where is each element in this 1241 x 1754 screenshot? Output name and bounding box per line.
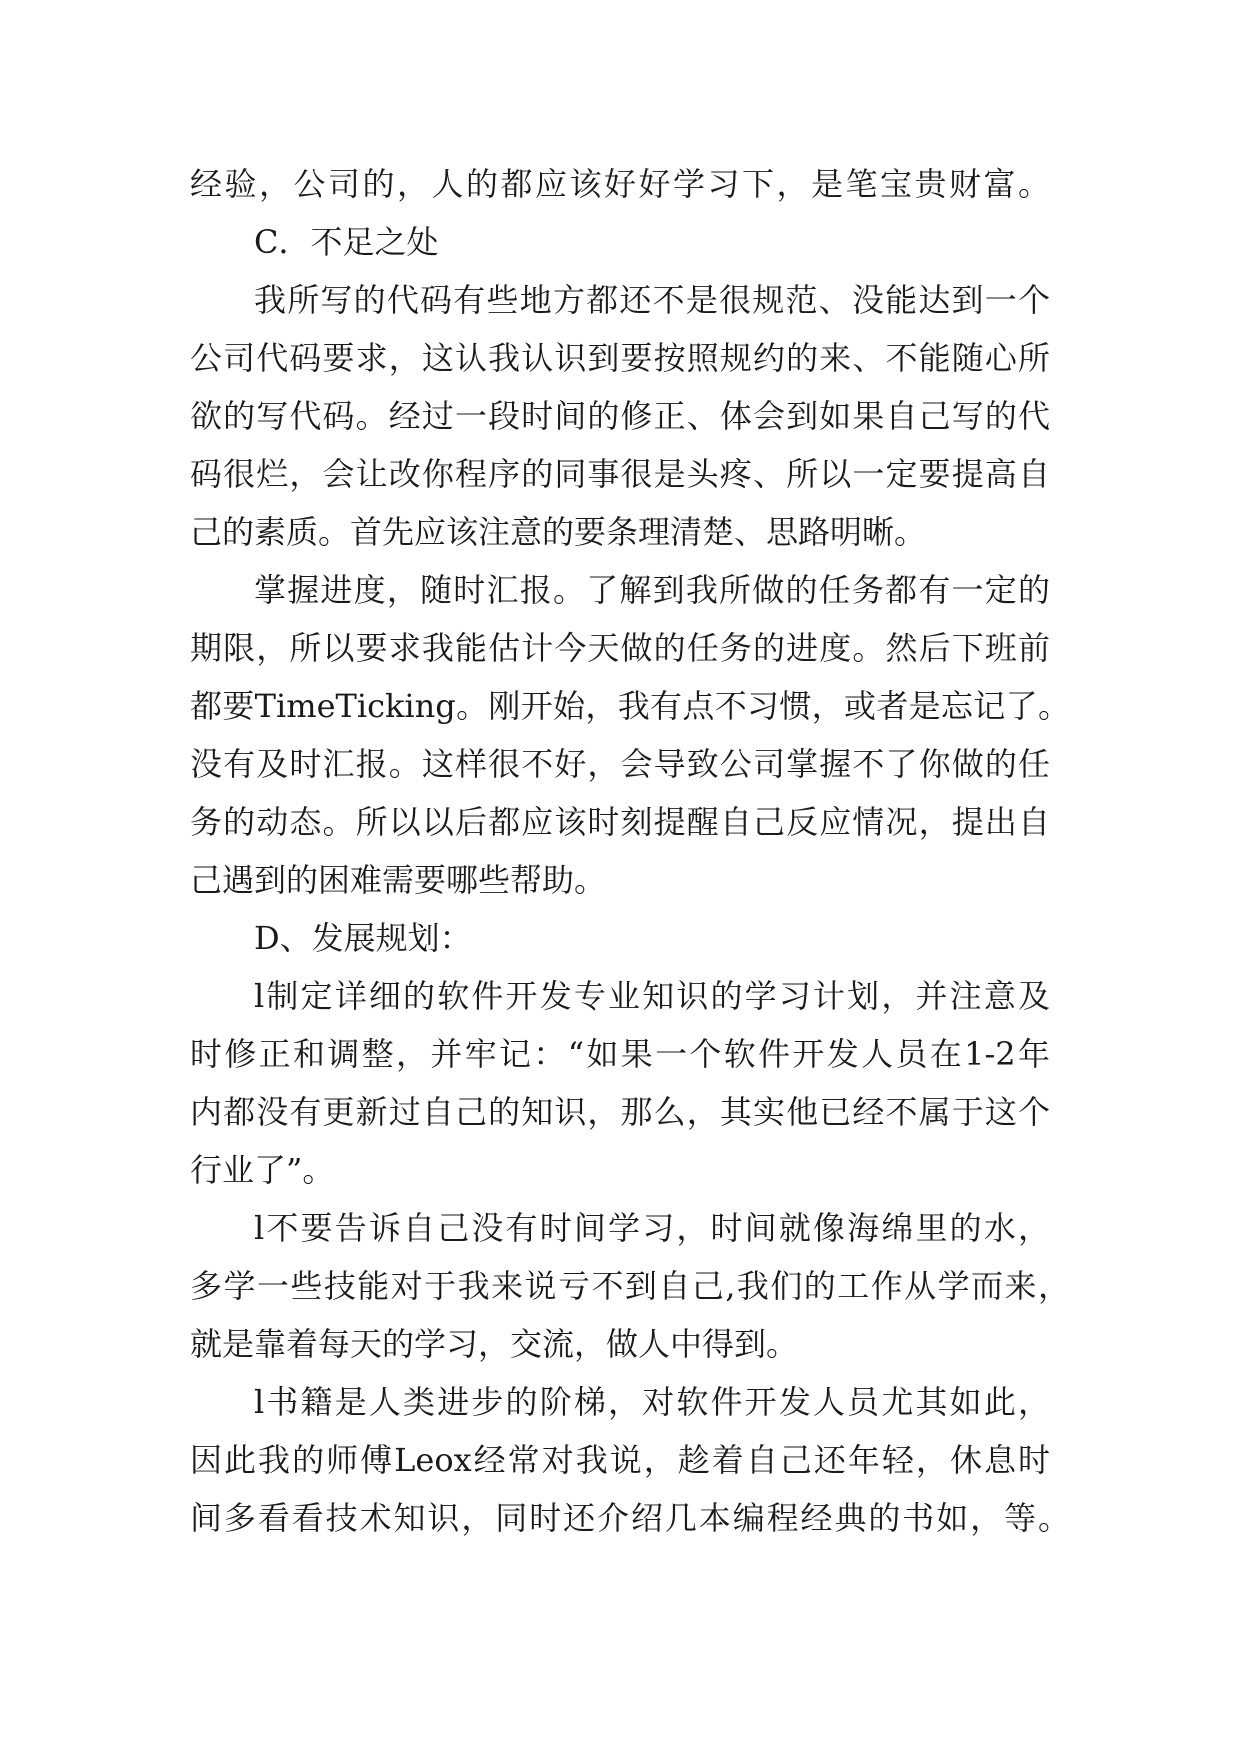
text-line: 欲的写代码。经过一段时间的修正、体会到如果自己写的代: [190, 397, 1050, 435]
text-line: l书籍是人类进步的阶梯，对软件开发人员尤其如此，: [254, 1383, 1050, 1421]
text-line: 期限，所以要求我能估计今天做的任务的进度。然后下班前: [190, 629, 1050, 667]
text-line: 我所写的代码有些地方都还不是很规范、没能达到一个: [254, 281, 1050, 319]
text-line: 务的动态。所以以后都应该时刻提醒自己反应情况，提出自: [190, 803, 1050, 841]
text-line: 因此我的师傅Leox经常对我说，趁着自己还年轻，休息时: [190, 1441, 1050, 1479]
text-line: 己的素质。首先应该注意的要条理清楚、思路明晰。: [190, 513, 927, 551]
text-line: 内都没有更新过自己的知识，那么，其实他已经不属于这个: [190, 1093, 1050, 1131]
text-line: 多学一些技能对于我来说亏不到自己,我们的工作从学而来，: [190, 1267, 1070, 1305]
text-line: 公司代码要求，这认我认识到要按照规约的来、不能随心所: [190, 339, 1050, 377]
text-line: 己遇到的困难需要哪些帮助。: [190, 861, 607, 899]
text-line: l不要告诉自己没有时间学习，时间就像海绵里的水，: [254, 1209, 1050, 1247]
text-line: 没有及时汇报。这样很不好，会导致公司掌握不了你做的任: [190, 745, 1050, 783]
text-line: 都要TimeTicking。刚开始，我有点不习惯，或者是忘记了。: [190, 687, 1070, 725]
section-heading-d: D、发展规划：: [254, 919, 472, 957]
text-line: l制定详细的软件开发专业知识的学习计划，并注意及: [254, 977, 1050, 1015]
text-line: 间多看看技术知识，同时还介绍几本编程经典的书如，等。: [190, 1499, 1070, 1537]
text-line: 掌握进度，随时汇报。了解到我所做的任务都有一定的: [254, 571, 1050, 609]
text-line: 就是靠着每天的学习，交流，做人中得到。: [190, 1325, 799, 1363]
text-line: 经验，公司的，人的都应该好好学习下，是笔宝贵财富。: [190, 165, 1050, 203]
text-line: 行业了”。: [190, 1151, 335, 1189]
text-line: 码很烂，会让改你程序的同事很是头疼、所以一定要提高自: [190, 455, 1050, 493]
section-heading-c: C．不足之处: [254, 223, 439, 261]
text-line: 时修正和调整，并牢记：“如果一个软件开发人员在1-2年: [190, 1035, 1050, 1073]
